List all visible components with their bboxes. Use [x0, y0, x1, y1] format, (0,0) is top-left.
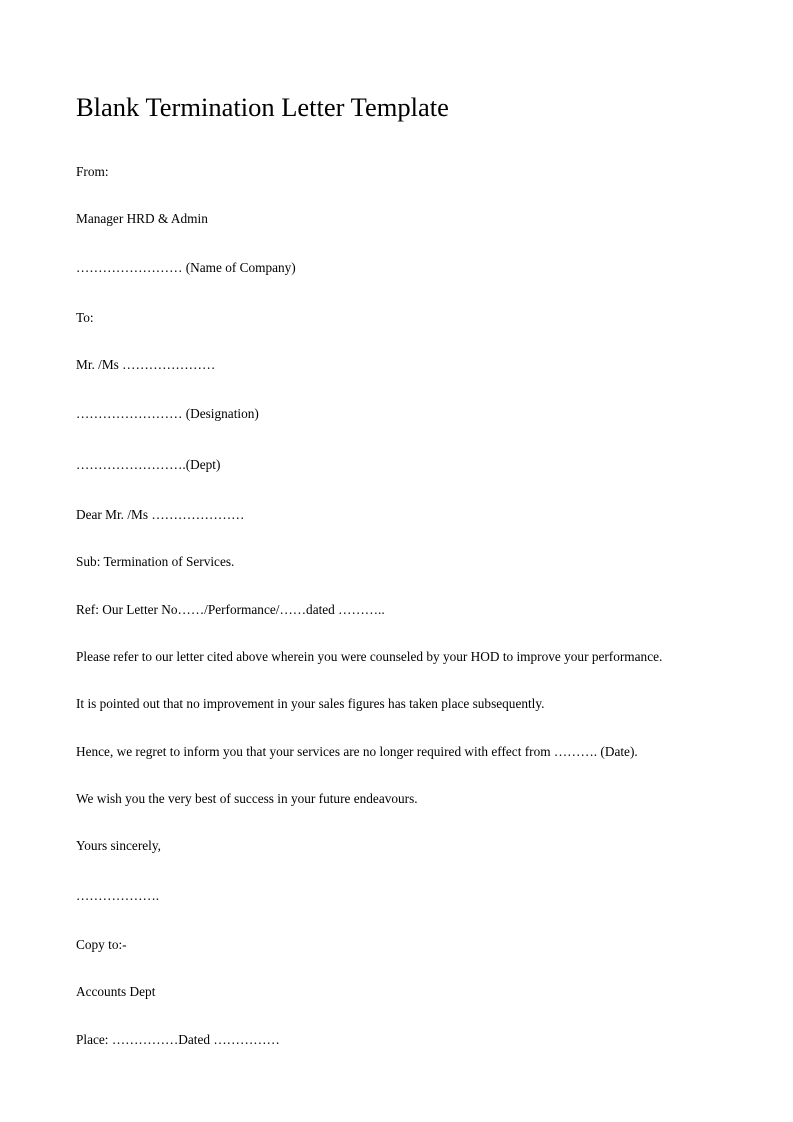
body-paragraph-2: It is pointed out that no improvement in your sales figures has taken place subsequently.: [76, 696, 545, 711]
company-line: …………………… (Name of Company): [76, 260, 296, 275]
dept-line: …………………….(Dept): [76, 457, 221, 472]
designation-line: …………………… (Designation): [76, 406, 259, 421]
closing: Yours sincerely,: [76, 838, 161, 853]
reference-line: Ref: Our Letter No……/Performance/……dated ………..: [76, 602, 385, 617]
signature-line: ……………….: [76, 888, 160, 903]
document-title: Blank Termination Letter Template: [76, 92, 449, 122]
salutation: Dear Mr. /Ms …………………: [76, 507, 245, 522]
subject-line: Sub: Termination of Services.: [76, 554, 235, 569]
body-paragraph-4: We wish you the very best of success in your future endeavours.: [76, 791, 418, 806]
from-label: From:: [76, 164, 109, 179]
body-paragraph-1: Please refer to our letter cited above wherein you were counseled by your HOD to improve your performance.: [76, 649, 663, 664]
copy-to-dept: Accounts Dept: [76, 984, 156, 999]
body-paragraph-3: Hence, we regret to inform you that your services are no longer required with effect from ………. (Date).: [76, 744, 638, 759]
from-name: Manager HRD & Admin: [76, 211, 208, 226]
copy-to-label: Copy to:-: [76, 937, 127, 952]
to-name: Mr. /Ms …………………: [76, 357, 216, 372]
place-date-line: Place: ……………Dated ……………: [76, 1032, 280, 1047]
to-label: To:: [76, 310, 94, 325]
